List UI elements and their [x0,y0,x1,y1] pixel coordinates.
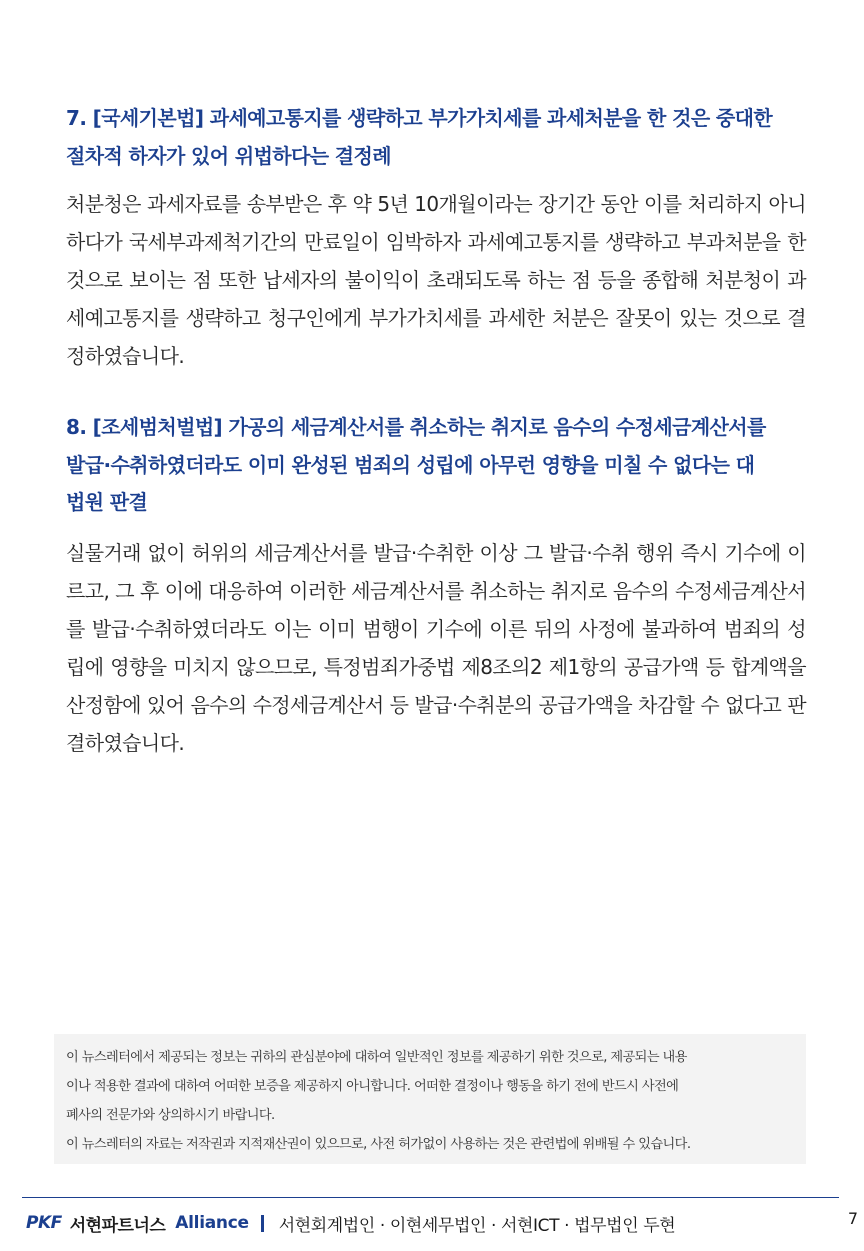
section-8-title-line2: 발급·수취하였더라도 이미 완성된 범죄의 성립에 아무런 영향을 미칠 수 없다는 대 [66,452,755,477]
section-7-title [66,100,806,175]
disclaimer-line: 폐사의 전문가와 상의하시기 바랍니다. [66,1108,275,1123]
footer-divider [22,1197,839,1198]
footer [26,1208,836,1238]
brand-alliance: Alliance [175,1213,249,1233]
disclaimer-line: 이 뉴스레터에서 제공되는 정보는 귀하의 관심분야에 대하여 일반적인 정보를 제공하기 위한 것으로, 제공되는 내용 [66,1050,687,1065]
footer-separator-bar [261,1215,264,1232]
section-8-body: 실물거래 없이 허위의 세금계산서를 발급·수취한 이상 그 발급·수취 행위 즉시 기수에 이르고, 그 후 이에 대응하여 이러한 세금계산서를 취소하는 취지로 음수의 수정세금계산서를 발급·수취하였더라도 이는 이미 범행이 기수에 이른 뒤의 사정에 불과하여 범죄의 성립에 영향을 미치지 않으므로, 특정범죄가중법 제8조의2 제1항의 공급가액 등 합계액을 산정함에 있어 음수의 수정세금계산서 등 발급·수취분의 공급가액을 차감할 수 없다고 판결하였습니다. [66,540,806,755]
pkf-logo: PKF [26,1213,62,1233]
section-7 [66,100,806,375]
section-8-title [66,409,806,522]
section-7-body: 처분청은 과세자료를 송부받은 후 약 5년 10개월이라는 장기간 동안 이를 처리하지 아니하다가 국세부과제척기간의 만료일이 임박하자 과세예고통지를 생략하고 부과처분을 한 것으로 보이는 점 또한 납세자의 불이익이 초래되도록 하는 점 등을 종합해 처분청이 과세예고통지를 생략하고 청구인에게 부가가치세를 과세한 처분은 잘못이 있는 것으로 결정하였습니다. [66,192,806,369]
section-8-title-line1: 8. [조세범처벌법] 가공의 세금계산서를 취소하는 취지로 음수의 수정세금계산서를 [66,415,766,439]
section-7-title-line1: 7. [국세기본법] 과세예고통지를 생략하고 부가가치세를 과세처분을 한 것은 중대한 [66,106,773,130]
section-8-title-line3: 법원 판결 [66,490,148,515]
disclaimer-line: 이 뉴스레터의 자료는 저작권과 지적재산권이 있으므로, 사전 허가없이 사용하는 것은 관련법에 위배될 수 있습니다. [66,1137,691,1152]
member-firms: 서현회계법인 · 이현세무법인 · 서현ICT · 법무법인 두현 [278,1215,676,1236]
section-8 [66,409,806,762]
section-7-title-line2: 절차적 하자가 있어 위법하다는 결정례 [66,143,391,168]
disclaimer-box [54,1034,806,1164]
disclaimer-line: 이나 적용한 결과에 대하여 어떠한 보증을 제공하지 아니합니다. 어떠한 결정이나 행동을 하기 전에 반드시 사전에 [66,1079,679,1094]
brand-name: 서현파트너스 [69,1215,166,1236]
page-number: 7 [847,1209,858,1228]
